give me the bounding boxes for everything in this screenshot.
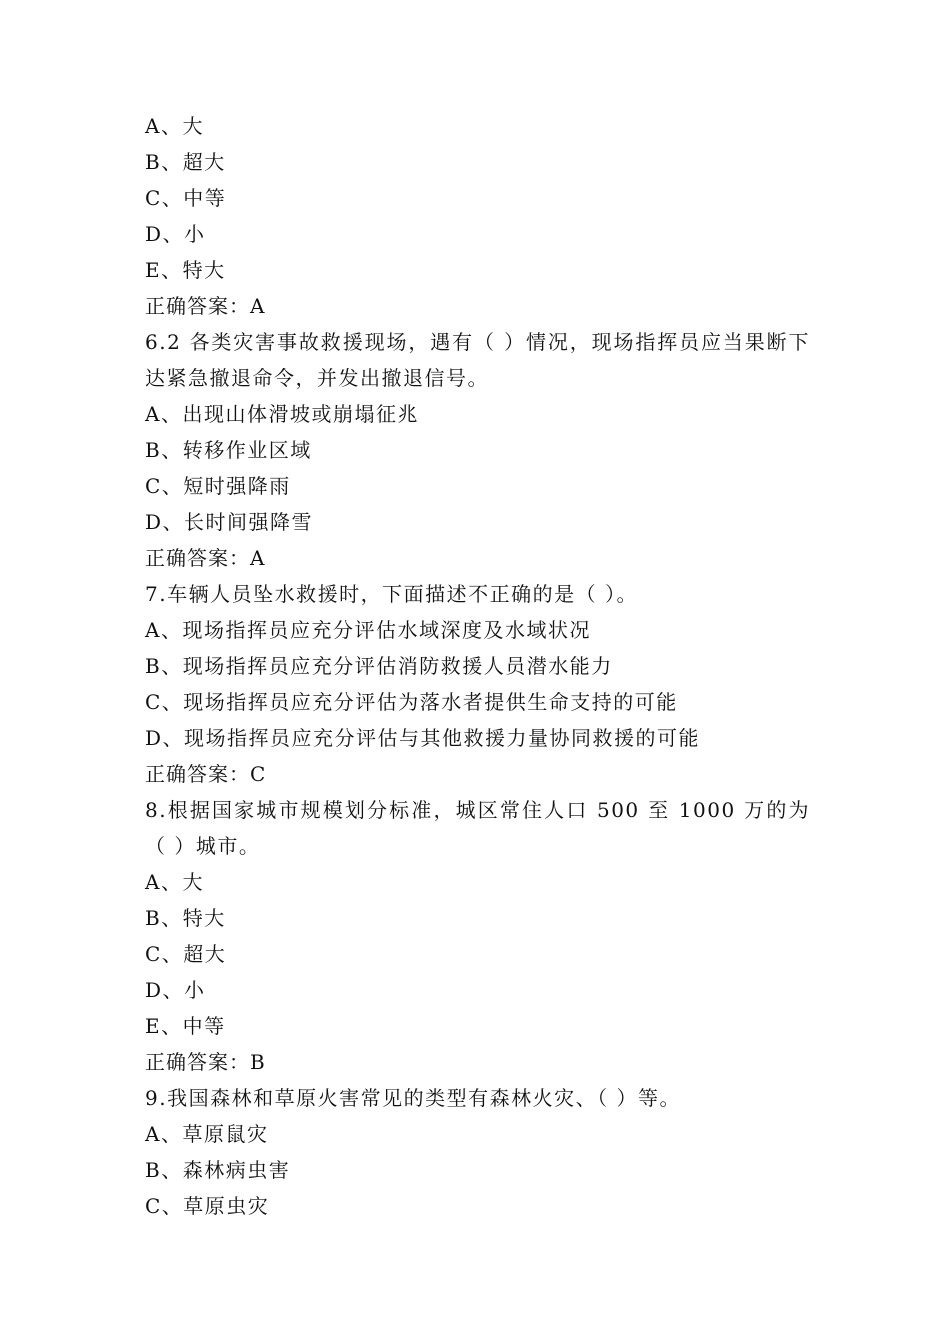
option-line: B、特大: [145, 906, 226, 930]
option-line: D、小: [145, 222, 206, 246]
option-line: A、大: [145, 114, 204, 138]
answer-line: 正确答案：A: [145, 294, 266, 318]
option-line: B、森林病虫害: [145, 1158, 291, 1182]
option-line: C、短时强降雨: [145, 474, 291, 498]
option-line: B、转移作业区域: [145, 438, 312, 462]
answer-line: 正确答案：C: [145, 762, 267, 786]
option-line: E、特大: [145, 258, 226, 282]
option-line: C、草原虫灾: [145, 1194, 270, 1218]
option-line: A、出现山体滑坡或崩塌征兆: [145, 402, 419, 426]
option-line: D、小: [145, 978, 206, 1002]
option-line: A、草原鼠灾: [145, 1122, 269, 1146]
option-line: C、现场指挥员应充分评估为落水者提供生命支持的可能: [145, 690, 678, 714]
option-line: A、现场指挥员应充分评估水域深度及水域状况: [145, 618, 591, 642]
option-line: D、现场指挥员应充分评估与其他救援力量协同救援的可能: [145, 726, 701, 750]
question-line: 9.我国森林和草原火害常见的类型有森林火灾、（ ）等。: [145, 1086, 681, 1110]
question-line: 6.2 各类灾害事故救援现场，遇有（ ）情况，现场指挥员应当果断下达紧急撤退命令，并发出撤退信号。: [145, 330, 810, 390]
option-line: E、中等: [145, 1014, 226, 1038]
question-list: [145, 108, 810, 1224]
option-line: D、长时间强降雪: [145, 510, 314, 534]
answer-line: 正确答案：B: [145, 1050, 266, 1074]
option-line: B、现场指挥员应充分评估消防救援人员潜水能力: [145, 654, 613, 678]
answer-line: 正确答案：A: [145, 546, 266, 570]
question-line: 8.根据国家城市规模划分标准，城区常住人口 500 至 1000 万的为（ ）城市。: [145, 798, 810, 858]
option-line: A、大: [145, 870, 204, 894]
option-line: C、超大: [145, 942, 227, 966]
question-line: 7.车辆人员坠水救援时，下面描述不正确的是（ ）。: [145, 582, 638, 606]
option-line: B、超大: [145, 150, 226, 174]
option-line: C、中等: [145, 186, 227, 210]
